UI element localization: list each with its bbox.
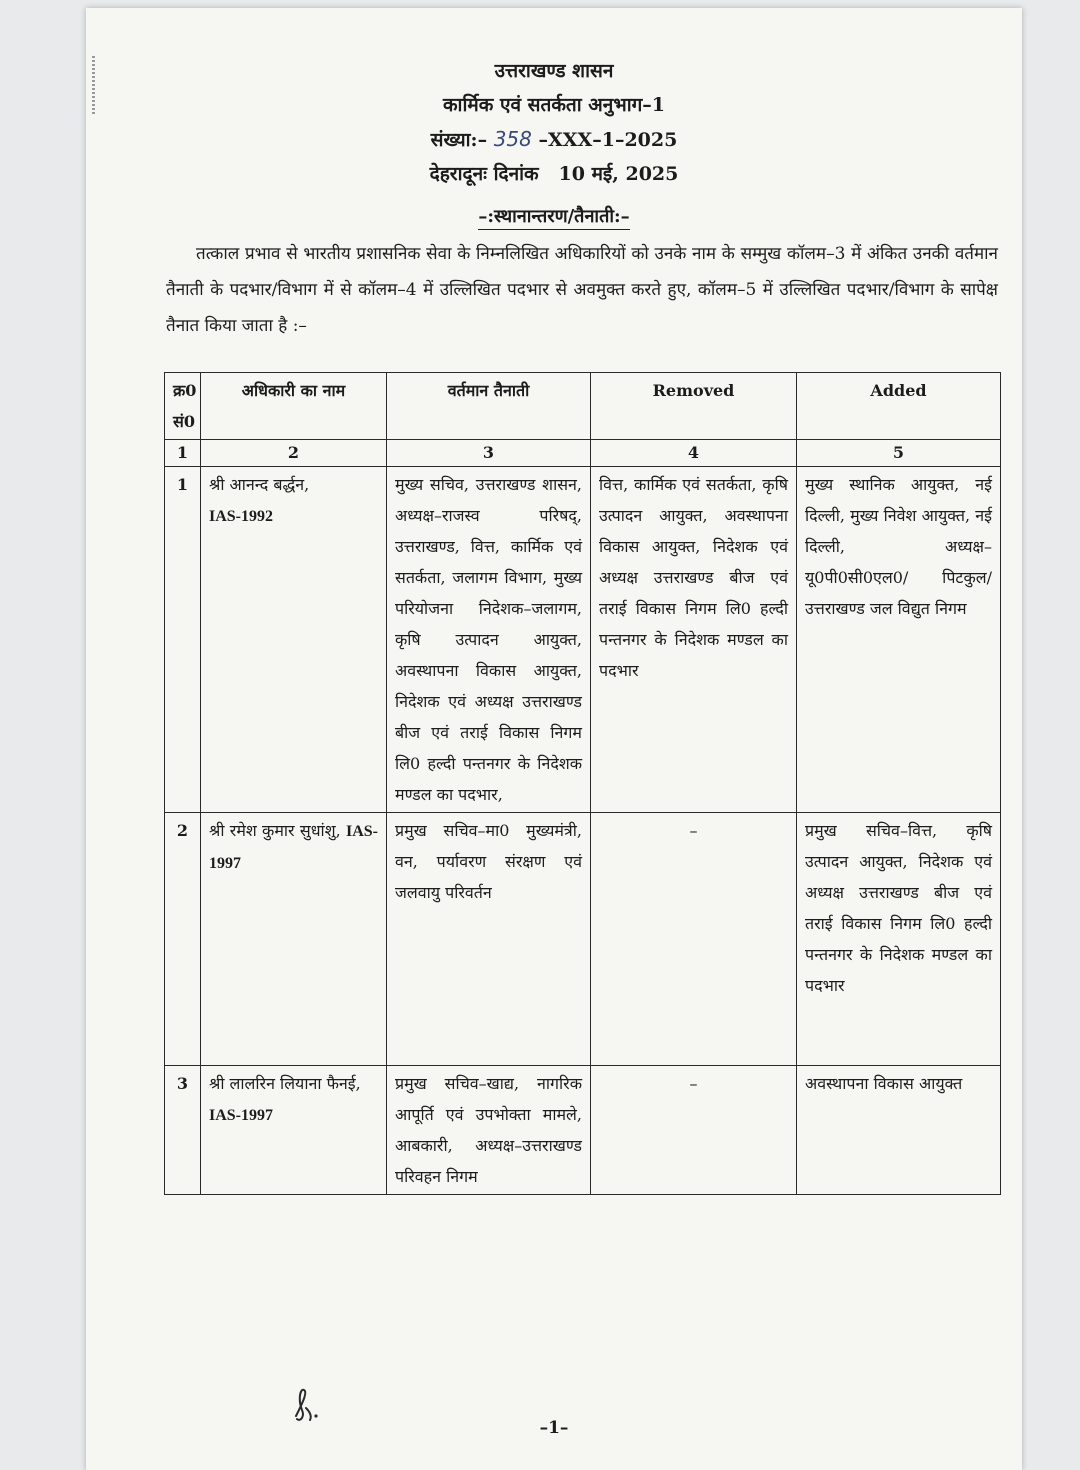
row-serial: 2	[165, 813, 201, 1066]
header-serial: क्र0 सं0	[165, 373, 201, 440]
added-charge: प्रमुख सचिव–वित्त, कृषि उत्पादन आयुक्त, निदेशक एवं अध्यक्ष उत्तराखण्ड बीज एवं तराई विकास निगम लि0 हल्दी पन्तनगर के निदेशक मण्डल का पदभार	[797, 813, 1001, 1066]
transfer-table	[164, 372, 1001, 1195]
government-name: उत्तराखण्ड शासन	[494, 60, 614, 82]
row-serial: 1	[165, 467, 201, 813]
column-number: 1	[165, 440, 201, 467]
handwritten-number: 358	[493, 127, 532, 151]
removed-charge: –	[591, 1066, 797, 1195]
officer-name-cell	[201, 467, 387, 813]
current-posting: प्रमुख सचिव–मा0 मुख्यमंत्री, वन, पर्यावरण संरक्षण एवं जलवायु परिवर्तन	[387, 813, 591, 1066]
removed-charge: –	[591, 813, 797, 1066]
officer-name: श्री लालरिन लियाना फैनई,	[209, 1074, 361, 1093]
officer-name-cell	[201, 813, 387, 1066]
table-row	[165, 467, 1001, 813]
current-posting: प्रमुख सचिव–खाद्य, नागरिक आपूर्ति एवं उपभोक्ता मामले, आबकारी, अध्यक्ष–उत्तराखण्ड परिवहन निगम	[387, 1066, 591, 1195]
column-number: 5	[797, 440, 1001, 467]
order-paragraph: तत्काल प्रभाव से भारतीय प्रशासनिक सेवा के निम्नलिखित अधिकारियों को उनके नाम के सम्मुख कॉलम–3 में अंकित उनकी वर्तमान तैनाती के पदभार/विभाग में से कॉलम–4 में उल्लिखित पदभार से अवमुक्त करते हुए, कॉलम–5 में उल्लिखित पदभार/विभाग के सापेक्ष तैनात किया जाता है :–	[166, 244, 998, 336]
officer-cadre: IAS-1997	[209, 823, 378, 872]
order-number-label: संख्या:–	[430, 129, 488, 151]
order-heading-text: –:स्थानान्तरण/तैनाती:–	[478, 206, 629, 230]
page-number: –1–	[539, 1418, 569, 1438]
officer-name: श्री रमेश कुमार सुधांशु,	[209, 821, 341, 840]
column-number-row	[165, 440, 1001, 467]
added-charge: मुख्य स्थानिक आयुक्त, नई दिल्ली, मुख्य निवेश आयुक्त, नई दिल्ली, अध्यक्ष–यू0पी0सी0एल0/ पिटकुल/उत्तराखण्ड जल विद्युत निगम	[797, 467, 1001, 813]
order-number-suffix: –XXX–1–2025	[538, 129, 678, 151]
header-current-posting: वर्तमान तैनाती	[387, 373, 591, 440]
letterhead	[86, 54, 1022, 191]
officer-cadre: IAS-1997	[209, 1107, 274, 1124]
order-number	[86, 122, 1022, 157]
column-number: 3	[387, 440, 591, 467]
current-posting: मुख्य सचिव, उत्तराखण्ड शासन, अध्यक्ष–राजस्व परिषद्, उत्तराखण्ड, वित्त, कार्मिक एवं सतर्कता, जलागम विभाग, मुख्य परियोजना निदेशक–जलागम, कृषि उत्पादन आयुक्त, अवस्थापना विकास आयुक्त, निदेशक एवं अध्यक्ष उत्तराखण्ड बीज एवं तराई विकास निगम लि0 हल्दी पन्तनगर के निदेशक मण्डल का पदभार,	[387, 467, 591, 813]
row-serial: 3	[165, 1066, 201, 1195]
header-added: Added	[797, 373, 1001, 440]
place-date-label: देहरादूनः दिनांक	[429, 163, 539, 185]
officer-name: श्री आनन्द बर्द्धन,	[209, 475, 310, 494]
department-name: कार्मिक एवं सतर्कता अनुभाग–1	[442, 94, 666, 116]
table-row	[165, 813, 1001, 1066]
removed-charge: वित्त, कार्मिक एवं सतर्कता, कृषि उत्पादन आयुक्त, अवस्थापना विकास आयुक्त, निदेशक एवं अध्यक्ष उत्तराखण्ड बीज एवं तराई विकास निगम लि0 हल्दी पन्तनगर के निदेशक मण्डल का पदभार	[591, 467, 797, 813]
header-removed: Removed	[591, 373, 797, 440]
table-row	[165, 1066, 1001, 1195]
order-heading	[86, 204, 1022, 228]
place-date	[86, 157, 1022, 191]
officer-name-cell	[201, 1066, 387, 1195]
column-number: 4	[591, 440, 797, 467]
column-number: 2	[201, 440, 387, 467]
officer-cadre: IAS-1992	[209, 508, 274, 525]
order-date: 10 मई, 2025	[558, 163, 679, 185]
added-charge: अवस्थापना विकास आयुक्त	[797, 1066, 1001, 1195]
document-page	[86, 8, 1022, 1470]
header-officer-name: अधिकारी का नाम	[201, 373, 387, 440]
table-header-row	[165, 373, 1001, 440]
